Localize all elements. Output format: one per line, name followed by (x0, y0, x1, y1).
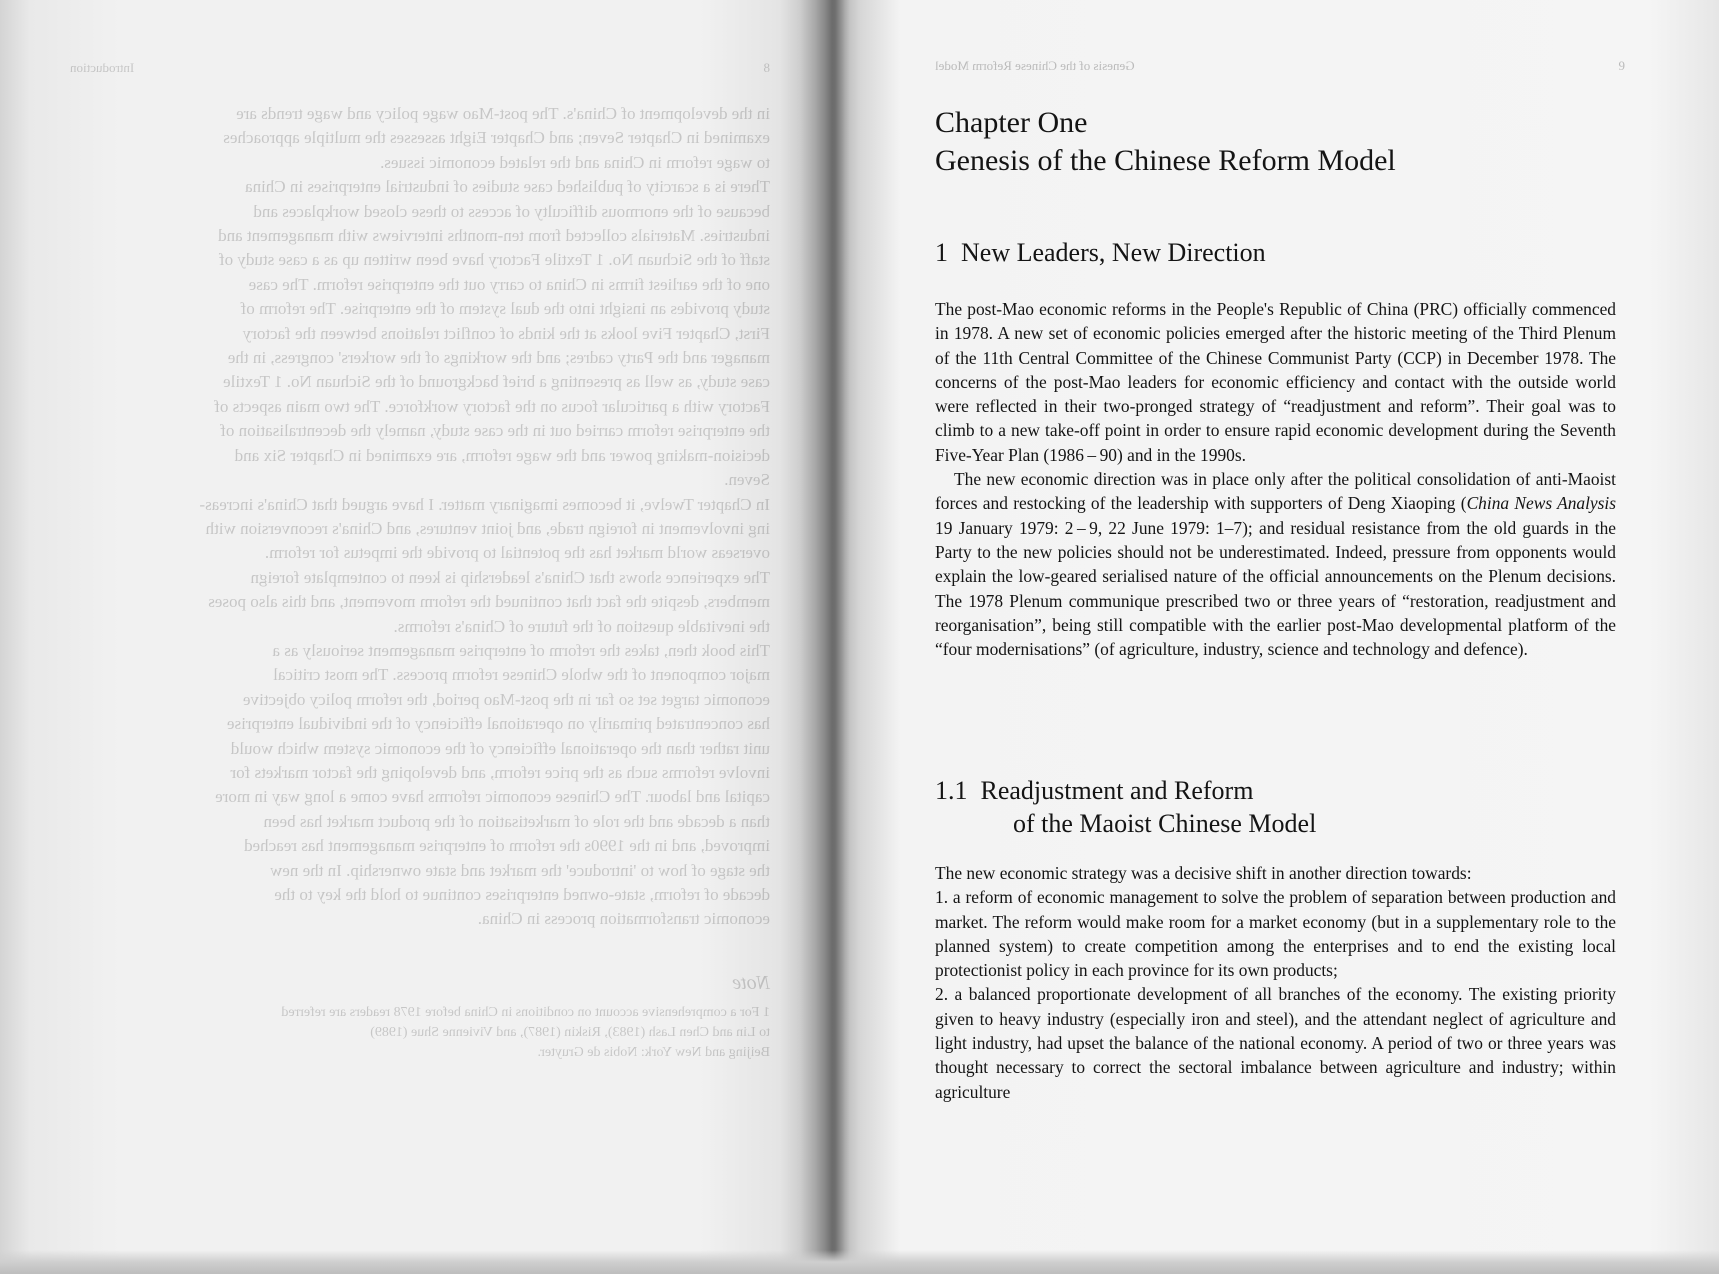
left-page-line: the stage of how to 'introduce' the market and state ownership. In the new (270, 860, 770, 880)
section-1-1-item-2: 2. a balanced proportionate development of all branches of the economy. The existing priority given to heavy industry (especially iron and steel), and the attendant neglect of agriculture and light industry, had upset the balance of the national economy. A period of two or three years was thought necessary to correct the sectoral imbalance between agriculture and industry; within agriculture (935, 984, 1616, 1102)
left-page-line: economic target set so far in the post-Mao period, the reform policy objective (243, 689, 770, 709)
left-page-line: This book then, takes the reform of enterprise management seriously as a (272, 640, 770, 660)
ghost-running-head: Genesis of the Chinese Reform Model (935, 58, 1135, 73)
left-page-line: economic transformation process in China. (477, 909, 770, 929)
left-notes-heading: Note (732, 971, 770, 994)
left-page-lines (70, 102, 770, 932)
left-page-line: manager and the Party cadres; and the workings of the workers' congress, in the (227, 348, 770, 368)
left-notes-lines (70, 1003, 770, 1063)
section-1-1-heading (935, 774, 1615, 840)
right-page (935, 0, 1625, 1274)
left-page-line: capital and labour. The Chinese economic reforms have come a long way in more (215, 787, 770, 807)
left-page-line: ing involvement in foreign trade, and joint ventures, and China's reconversion with (205, 518, 770, 538)
left-page-line: case study, as well as presenting a brief background of the Sichuan No. 1 Textile (223, 372, 770, 392)
chapter-heading (935, 104, 1615, 180)
section-1-heading (935, 236, 1615, 269)
chapter-title: Genesis of the Chinese Reform Model (935, 144, 1396, 177)
left-page-line: decision-making power and the wage reform, are examined in Chapter Six and (234, 445, 770, 465)
section-1-1-intro: The new economic strategy was a decisive shift in another direction towards: (935, 863, 1472, 883)
left-page-line: members, despite the fact that continued the reform movement, and this also poses (208, 592, 770, 612)
left-page-line: In Chapter Twelve, it becomes imaginary matter. I have argued that China's increas- (199, 494, 770, 514)
left-page-line: in the development of China's. The post-Mao wage policy and wage trends are (236, 104, 770, 123)
section-1-1-body (935, 861, 1616, 1104)
left-page-line: staff of the Sichuan No. 1 Textile Factory have been written up as a case study of (219, 250, 770, 270)
section-1-1-item-1: 1. a reform of economic management to solve the problem of separation between production and market. The reform would make room for a market economy (but in a supplementary role to the planned system) to create competition among the enterprises and to end the existing local protectionist policy in each province for its own products; (935, 887, 1616, 981)
section-1-1-number: 1.1 (935, 776, 968, 805)
right-ghost-header (935, 58, 1625, 74)
ghost-page-number: 9 (1618, 58, 1625, 73)
left-page-number: 8 (763, 60, 770, 75)
left-page-line: involve reforms such as the price reform, and developing the factor markets for (230, 762, 770, 782)
left-page-line: major component of the whole Chinese reform process. The most critical (273, 665, 770, 685)
left-page-line: examined in Chapter Seven; and Chapter Eight assesses the multiple approaches (223, 128, 770, 148)
section-1-title: New Leaders, New Direction (961, 238, 1266, 267)
left-page-line: has concentrated primarily on operational efficiency of the individual enterprise (226, 714, 770, 734)
paragraph-2-italic-source: China News Analysis (1466, 493, 1616, 514)
left-page-line: decade of reform, state-owned enterprises continue to hold the key to the (274, 885, 770, 904)
left-note-line: 1 For a comprehensive account on conditions in China before 1978 readers are referred (281, 1004, 770, 1020)
page-bottom-edge (0, 1250, 1719, 1274)
left-note-line: Beijing and New York: Nobis de Gruyter. (537, 1044, 770, 1060)
paragraph-2-text-after: 19 January 1979: 2 – 9, 22 June 1979: 1–7); and residual resistance from the old guards in the Party to the new policies should not be underestimated. Indeed, pressure from opponents would explain the low-geared serialised nature of the official announcements on the Plenum decisions. The 1978 Plenum communique prescribed two or three years of “restoration, readjustment and reorganisation”, being still compatible with the earlier post-Mao developmental platform of the “four modernisations” (of agriculture, industry, science and technology and defence). (935, 517, 1616, 660)
left-page-line: Seven. (724, 470, 770, 490)
left-page-line: the inevitable question of the future of China's reforms. (393, 616, 770, 636)
left-note-line: to Lin and Chen Lash (1983), Riskin (1987), and Vivienne Shue (1989) (370, 1024, 770, 1040)
left-page-bleedthrough (70, 60, 770, 1060)
left-page-line: than a decade and the role of marketisation of the product market has been (263, 811, 770, 831)
left-running-head: Introduction (70, 60, 135, 75)
left-page-line: First, Chapter Five looks at the kinds of conflict relations between the factory (242, 323, 770, 343)
section-1-number: 1 (935, 238, 948, 267)
paragraph-2-text-before: The new economic direction was in place only after the political consolidation of anti-Maoist forces and restocking of the leadership with supporters of Deng Xiaoping ( (935, 469, 1616, 514)
left-page-line: overseas world market has the potential to provide the impetus for reform. (264, 543, 770, 563)
left-page-line: to wage reform in China and the related economic issues. (380, 152, 770, 172)
left-page-line: because of the enormous difficulty of access to these closed workplaces and (253, 201, 770, 221)
left-page-line: Factory with a particular focus on the factory workforce. The two main aspects of (214, 396, 770, 416)
left-page-line: study provides an insight into the dual system of the enterprise. The reform of (240, 299, 770, 319)
left-page-line: one of the earliest firms in China to carry out the enterprise reform. The case (248, 274, 770, 294)
left-page-line: unit rather than the operational efficiency of the economic system which would (230, 738, 770, 758)
chapter-label: Chapter One (935, 106, 1088, 139)
left-page-line: The experience shows that China's leadership is keen to contemplate foreign (250, 567, 770, 587)
section-1-1-title-line-2: of the Maoist Chinese Model (1013, 809, 1317, 838)
left-running-header (70, 60, 770, 76)
left-page-line: the enterprise reform carried out in the case study, namely the decentralisation of (220, 421, 770, 441)
section-1-1-title-line-1: Readjustment and Reform (980, 776, 1254, 805)
section-1-paragraph-1: The post-Mao economic reforms in the People's Republic of China (PRC) officially commenced in 1978. A new set of economic policies emerged after the historic meeting of the Third Plenum of the 11th Central Committee of the Chinese Communist Party (CCP) in December 1978. The concerns of the post-Mao leaders for economic efficiency and contact with the outside world were reflected in their two-pronged strategy of “readjustment and reform”. Their goal was to climb to a new take-off point in order to ensure rapid economic development during the Seventh Five-Year Plan (1986 – 90) and in the 1990s. (935, 299, 1616, 465)
left-page-line: There is a scarcity of published case studies of industrial enterprises in China (245, 177, 770, 197)
section-1-body (935, 297, 1616, 661)
left-page-line: industries. Materials collected from ten-months interviews with management and (218, 226, 770, 246)
book-spine-shadow (800, 0, 860, 1274)
left-page-line: improved, and in the 1990s the reform of enterprise management has reached (244, 836, 770, 856)
section-1-paragraph-2 (935, 467, 1616, 661)
